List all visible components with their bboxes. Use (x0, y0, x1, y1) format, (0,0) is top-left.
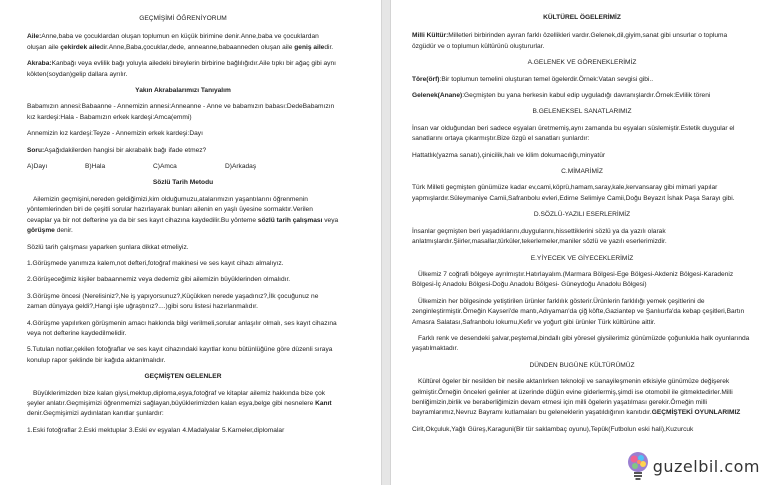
relative-text: Kanbağı veya evlilik bağı yoluyla ailedeki bireylerin birbirine bağlılığıdır.Aile tıpkı bir ağaç gibi aynı kökten(soydan)gelip dallara ayrılır. (27, 60, 336, 78)
relatives-line-2: Annemizin kız kardeşi:Teyze - Annemizin erkek kardeşi:Dayı (27, 130, 203, 138)
tradition-term: Gelenek(Anane) (412, 92, 463, 100)
step-2: 2.Görüşeceğimiz kişiler babaannemiz veya dedemiz gibi ailemizin büyüklerinden olmalıdır. (27, 276, 291, 284)
past-text-1: Büyüklerimizden bize kalan giysi,mektup,diploma,eşya,fotoğraf ve kitaplar ailemiz hakkında bize çok şeyler anlatır.Geçmişimizi öğrenmemizi sağlayan,büyüklerimizden kalan eşya,belge gibi nesnelere (27, 389, 326, 407)
interview-term: görüşme (27, 227, 55, 235)
evidence-list: 1.Eski fotoğraflar 2.Eski mektuplar 3.Eski ev eşyaları 4.Madalyalar 5.Karneler,diplomalar (27, 426, 285, 434)
watermark-text: guzelbil.com (652, 456, 760, 476)
today-text (412, 377, 752, 419)
step-4: 4.Görüşme yapılırken görüşmenin amacı hakkında bilgi verilmeli,sorular anlaşılır olmalı, ses kayıt cihazına veya not defterine kaydedilmelidir. (27, 319, 337, 337)
family-definition (27, 32, 339, 53)
left-page-title: GEÇMİŞİMİ ÖĞRENİYORUM (139, 15, 227, 22)
architecture-text: Türk Milleti geçmişten günümüze kadar ev,cami,köprü,hamam,saray,kale,kervansaray gibi mimari yapılar yapmışlardır.Süleymaniye Camii,Safranbolu evleri,Edirne Selimiye Camii,Doğu Beyazıt İshak Paşa Sarayı gibi. (412, 184, 735, 202)
page-gutter (381, 0, 391, 485)
heading-c: C.MİMARİMİZ (561, 168, 603, 176)
right-document-page (391, 0, 768, 485)
heading-b: B.GELENEKSEL SANATLARIMIZ (532, 108, 632, 116)
heading-d: D.SÖZLÜ-YAZILI ESERLERİMİZ (533, 211, 631, 219)
arts-text: İnsan var olduğundan beri sadece eşyaları üretmemiş,aynı zamanda bu eşyaları süslemiştir.Estetik duygular el sanatlarını ortaya çıkarmıştır.Bize özgü el sanatları şunlardır: (412, 124, 735, 143)
oral-intro-text-1: Ailemizin geçmişini,nereden geldiğimizi,kim olduğumuzu,atalarımızın yaşantılarını öğrenmenin yöntemlerinden biri de çeşitli sorular hazırlayarak bunları ailenin en yaşlı üyesine sormaktır.Verilen cevaplar ya bir not defterine ya da bir ses kayıt cihazına kaydedilir.Bu yönteme (27, 195, 313, 224)
games-text: Cirit,Okçuluk,Yağlı Güreş,Karaguni(Bir tür saklambaç oyunu),Tepük(Futbolun eski hali),Kuzurcuk (412, 425, 694, 433)
games-heading: GEÇMİŞTEKİ OYUNLARIMIZ (651, 409, 741, 417)
question-label: Soru: (27, 146, 45, 154)
evidence-term: Kanıt (315, 399, 332, 407)
extended-family-term: geniş aile (294, 43, 325, 51)
past-text (27, 389, 339, 420)
heading-e: E.YİYECEK VE GİYECEKLERİMİZ (530, 254, 634, 262)
oral-attention: Sözlü tarih çalışması yaparken şunlara dikkat etmeliyiz. (27, 243, 189, 251)
option-d: D)Arkadaş (225, 163, 257, 171)
left-page-content (27, 14, 339, 442)
oral-history-term: sözlü tarih çalışması (257, 216, 323, 224)
question-text: Aşağıdakilerden hangisi bir akrabalık bağı ifade etmez? (44, 146, 207, 154)
left-document-page (0, 0, 381, 485)
works-text: İnsanlar geçmişten beri yaşadıklarını,duygularını,hissettiklerini sözlü ya da yazılı olarak anlatmışlardır.Şiirler,masallar,türküler,tekerlemeler,maniler sözlü ve yazılı eserlerimizdir. (412, 227, 667, 246)
clothing-text: Farklı renk ve desendeki şalvar,peştemal,bindallı gibi yöresel giysilerimiz günümüzde çoğunlukla halk oyunlarında yaşatılmaktadır. (412, 334, 750, 353)
past-heading: GEÇMİŞTEN GELENLER (144, 373, 222, 381)
family-text-2: dir.Anne,Baba,çocuklar,dede, anneanne,babaanneden oluşan aile (99, 43, 295, 51)
option-a: A)Dayı (27, 163, 48, 171)
heading-a: A.GELENEK VE GÖRENEKLERİMİZ (527, 59, 637, 67)
oral-history-heading: Sözlü Tarih Metodu (152, 179, 214, 187)
family-text-1: Anne,baba ve çocuklardan oluşan toplumun en küçük birimine denir.Anne,baba ve çocuklardan oluşan aile (27, 33, 319, 51)
relative-term: Akraba: (27, 60, 52, 68)
step-1: 1.Görüşmede yanımıza kalem,not defteri,fotoğraf makinesi ve ses kayıt cihazı almalıyız. (27, 259, 284, 267)
custom-definition (412, 75, 752, 85)
option-b: B)Hala (85, 163, 106, 171)
custom-text: :Bir toplumun temelini oluşturan temel ögelerdir.Örnek:Vatan sevgisi gibi.. (439, 75, 654, 83)
step-3: 3.Görüşme öncesi (Nerelisiniz?,Ne iş yapıyorsunuz?,Küçükken nerede yaşadınız?,İlk çocuğunuz ne zaman dünyaya geldi?,Hangi işle uğraştınız?....)gibi soru listesi hazırlanmalıdır. (27, 292, 319, 311)
regions-text: Ülkemiz 7 coğrafi bölgeye ayrılmıştır.Hatırlayalım.(Marmara Bölgesi-Ege Bölgesi-Akdeniz Bölgesi-Karadeniz Bölgesi-İç Anadolu Bölgesi-Doğu Anadolu Bölgesi- Güneydoğu Anadolu Bölgesi) (412, 270, 734, 289)
family-term: Aile: (27, 33, 42, 41)
national-culture-text: Milletleri birbirinden ayıran farklı özellikleri vardır.Gelenek,dil,giyim,sanat gibi unsurlar o topluma özgüdür ve o toplumun kültürünü oluştururlar. (412, 32, 728, 50)
oral-intro-text-2: veya (322, 216, 339, 224)
relatives-line-1: Babamızın annesi:Babaanne - Annemizin annesi:Anneanne - Anne ve babamızın babası:DedeBabamızın kız kardeşi:Hala - Babamızın erkek kardeşi:Amca(emmi) (27, 103, 335, 121)
step-5: 5.Tutulan notlar,çekilen fotoğraflar ve ses kayıt cihazındaki kayıtlar konu bütünlüğüne göre düzenli sıraya konulup rapor şeklinde bir kağıda aktarılmalıdır. (27, 346, 333, 364)
watermark (625, 451, 760, 481)
right-page-content (412, 13, 752, 441)
national-culture-definition (412, 31, 752, 52)
lightbulb-logo-icon (625, 451, 651, 481)
right-page-title: KÜLTÜREL ÖGELERİMİZ (543, 14, 621, 21)
question-options (27, 162, 339, 172)
national-culture-term: Milli Kültür: (412, 32, 449, 40)
tradition-text: :Geçmişten bu yana herkesin kabul edip uyguladığı davranışlardır.Örnek:Evlilik töreni (462, 92, 711, 100)
oral-intro-text-3: denir. (54, 227, 73, 235)
oral-history-intro (27, 195, 339, 237)
nuclear-family-term: çekirdek aile (60, 43, 100, 51)
option-c: C)Amca (153, 163, 177, 171)
food-text: Ülkemizin her bölgesinde yetiştirilen ürünler farklılık gösterir.Ürünlerin farklılığı yemek çeşitlerini de zenginleştirmiştir.Örneğin Kayseri'de mantı,Adıyaman'da çiğ köfte,Gaziantep ve Şanlıurfa'da kebap çeşitleri,Bartın Amasra Salatası,Safranbolu lokumu,Kefir ve yoğurt gibi ürünler Türk kültürüne aittir. (412, 297, 745, 326)
relatives-heading: Yakın Akrabalarımızı Tanıyalım (135, 87, 231, 95)
family-text-3: dir. (324, 43, 334, 51)
past-text-2: denir.Geçmişimizi aydınlatan kanıtlar şunlardır: (27, 410, 164, 418)
question (27, 146, 339, 156)
arts-list: Hattatlık(yazma sanatı),çinicilik,halı ve kilim dokumacılığı,minyatür (412, 151, 606, 159)
heading-f: DÜNDEN BUGÜNE KÜLTÜRÜMÜZ (529, 361, 635, 369)
custom-term: Töre(örf) (412, 75, 440, 83)
today-text-1: Kültürel ögeler bir nesilden bir nesile aktarılırken teknoloji ve sanayileşmenin etkisiyle günümüze değişerek gelmiştir.Örneğin önceleri gelinler at üzerinde düğün evine giderlermiş,şimdi ise otomobil ile gitmektedirler.Milli benliğimizin,birlik ve beraberliğimizin devam etmesi için milli ögelerin yaşatılması gerekir.Örneğin milli bayramlarımız,Nevruz Bayramı kutlamaları bu geleneklerin yaşatıldığının kanıtıdır. (412, 378, 733, 417)
relative-definition (27, 59, 339, 80)
tradition-definition (412, 91, 752, 101)
